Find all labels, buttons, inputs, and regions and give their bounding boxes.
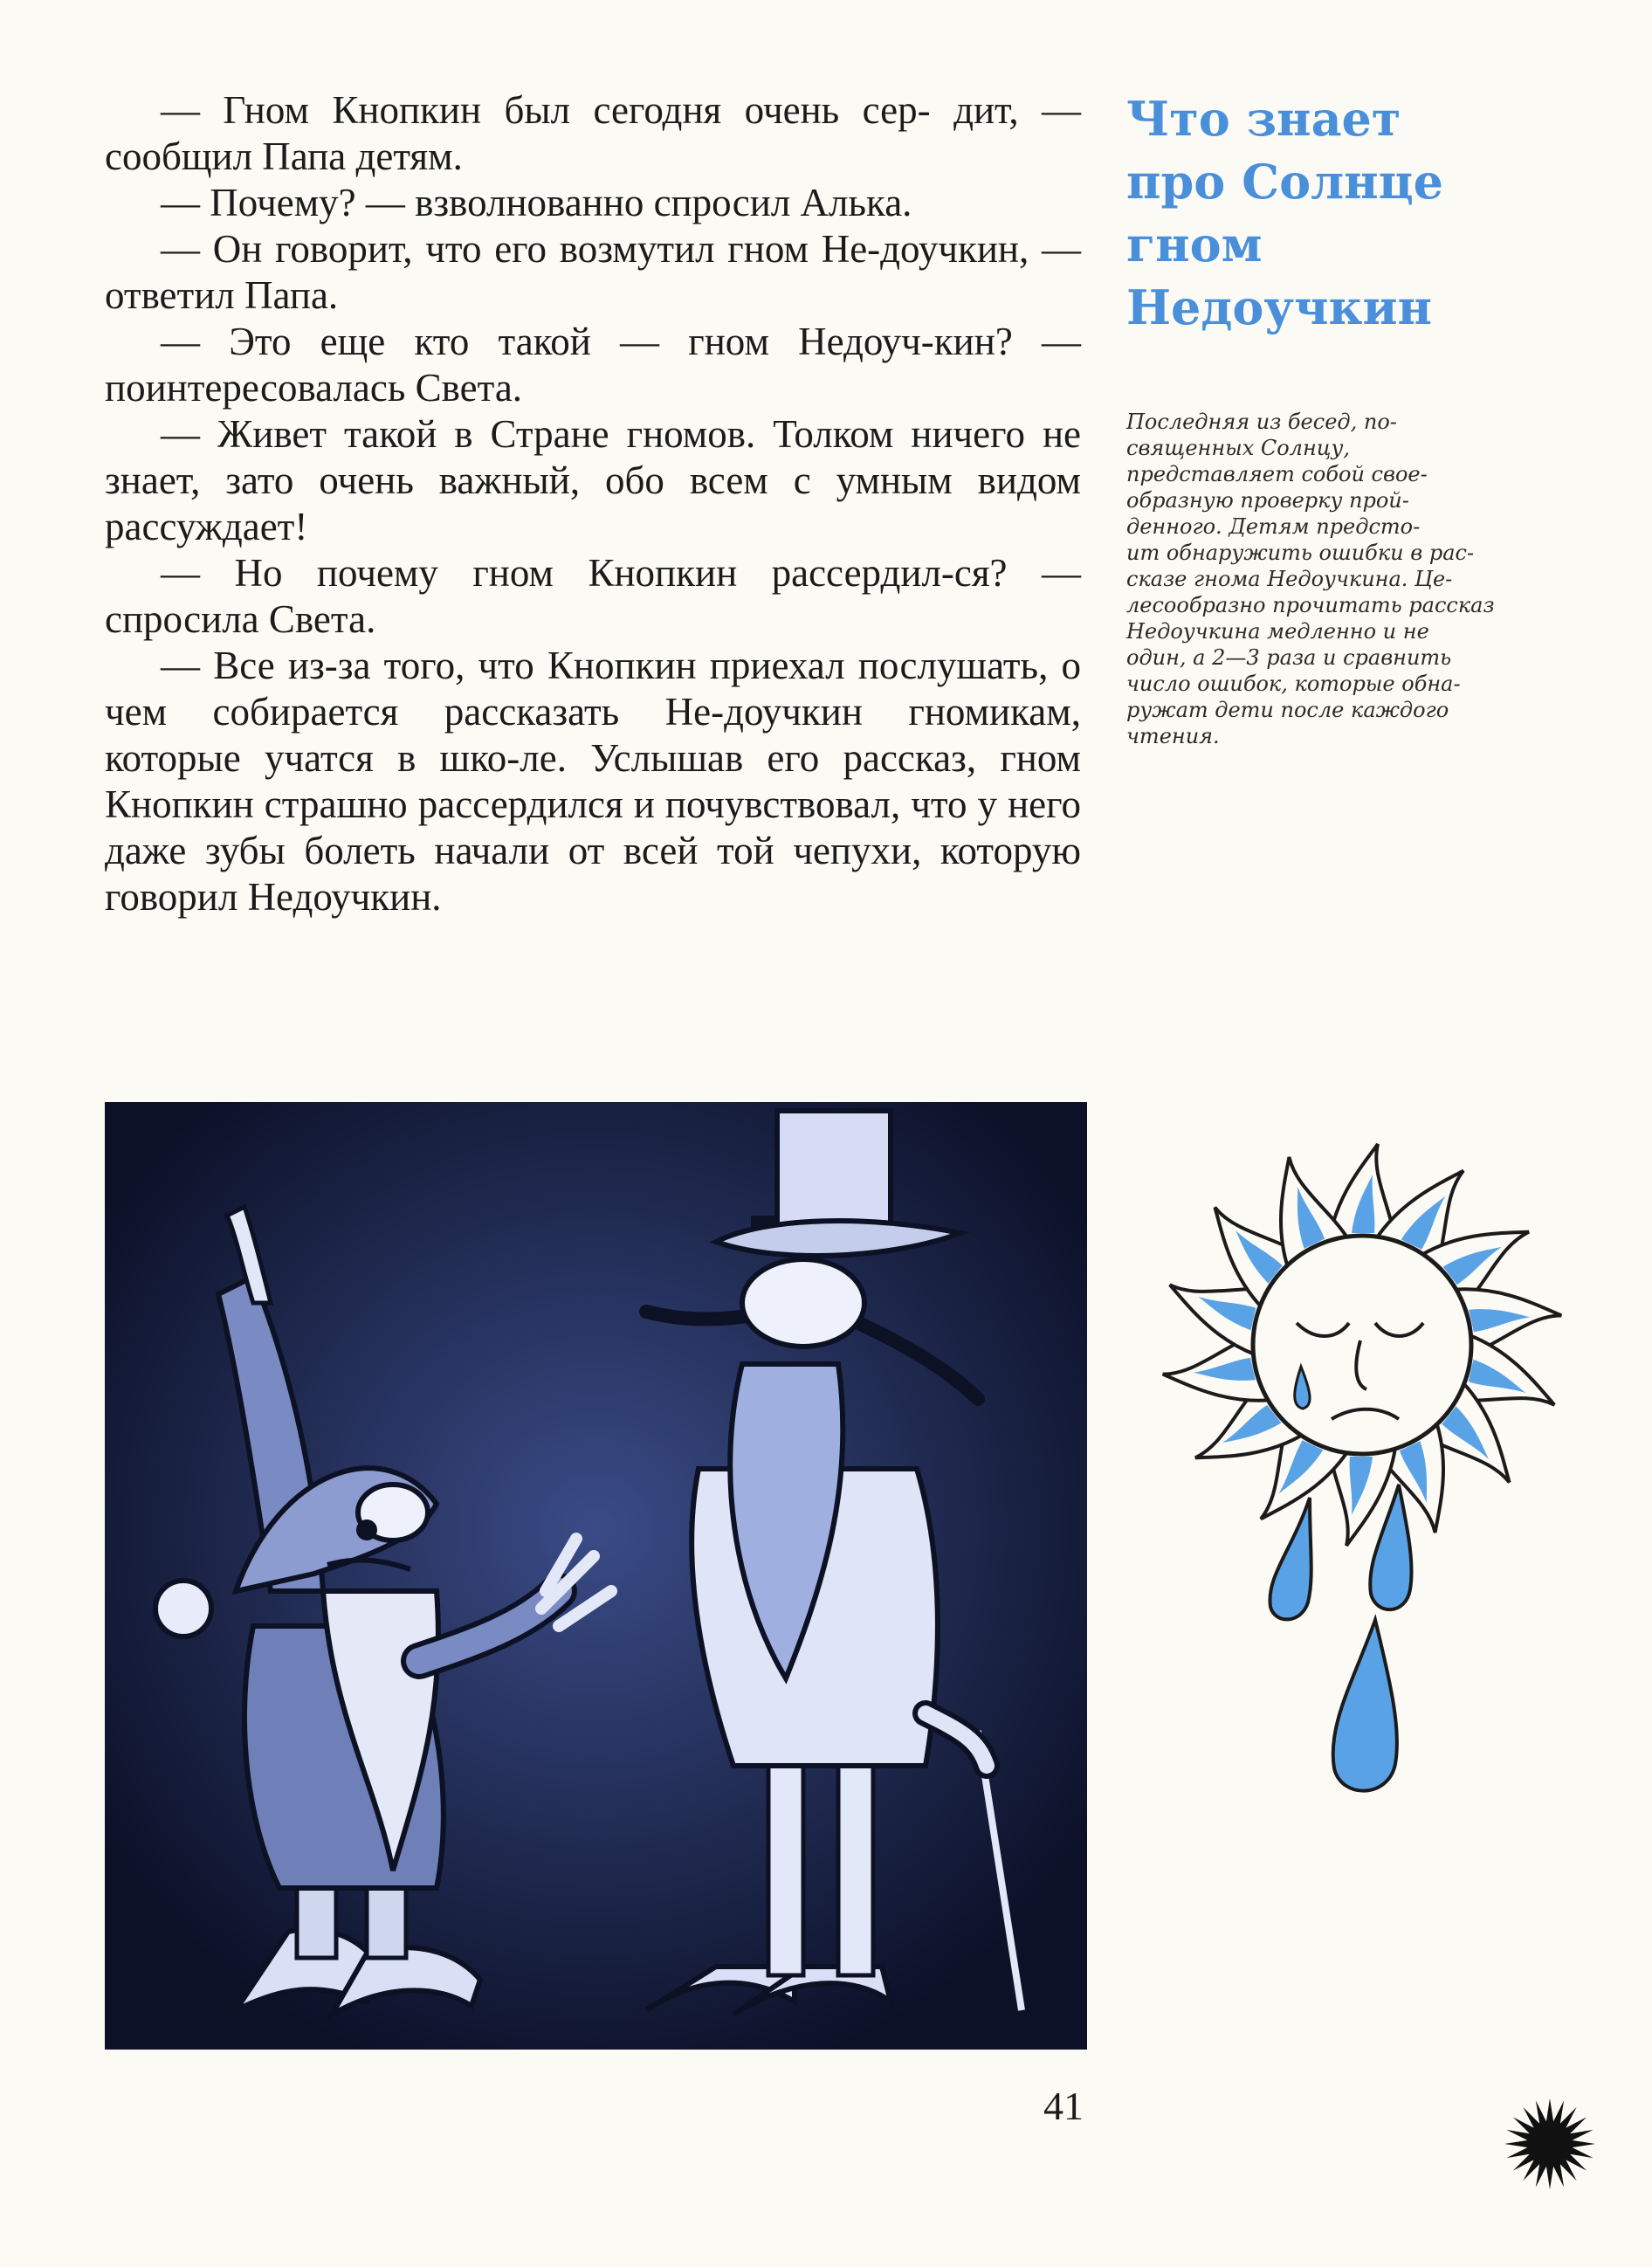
crying-sun [1161,1131,1598,1847]
story-paragraph-1: — Гном Кнопкин был сегодня очень сер- дит, — сообщил Папа детям. [105,88,1082,178]
story-text [105,87,1081,920]
note-line: Последняя из бесед, по- [1126,410,1397,434]
note-line: один, а 2—3 раза и сравнить [1126,645,1452,670]
note-line: образную проверку прой- [1126,488,1409,513]
note-line: ружат дети после каждого [1126,698,1449,722]
story-paragraph-5: — Живет такой в Стране гномов. Толком ничего не знает, зато очень важный, обо всем с умным видом рассуждает! [105,412,1082,548]
gnomes-illustration-svg [105,1102,1087,2050]
heading-line: Недоучкин [1126,279,1433,335]
story-paragraph-6: — Но почему гном Кнопкин рассердил-ся? — спросила Света. [105,551,1081,641]
story-paragraph-4: — Это еще кто такой — гном Недоуч-кин? — поинтересовалась Света. [105,320,1081,410]
star-burst-icon [1502,2096,1598,2192]
star-burst-svg [1502,2096,1598,2192]
star-burst-shape [1504,2098,1595,2189]
page-number: 41 [1043,2084,1084,2128]
crying-sun-icon [1161,1131,1598,1847]
heading-line: про Солнце [1126,154,1443,210]
note-line: денного. Детям предсто- [1126,514,1421,539]
heading-line: гном [1126,217,1263,272]
note-line: чтения. [1126,724,1220,748]
note-line: представляет собой свое- [1126,462,1428,486]
section-heading [1126,87,1615,339]
heading-line: Что знает [1126,91,1401,147]
note-line: Недоучкина медленно и не [1126,619,1429,644]
story-paragraph-7: — Все из-за того, что Кнопкин приехал послушать, о чем собирается рассказать Не-доучкин гномикам, которые учатся в шко-ле. Услышав его рассказ, гном Кнопкин страшно рассердился и почувствовал, что у него даже зубы болеть начали от всей той чепухи, которую говорил Недоучкин. [105,644,1082,919]
note-line: ит обнаружить ошибки в рас- [1126,541,1475,565]
note-line: число ошибок, которые обна- [1126,672,1461,696]
story-paragraph-3: — Он говорит, что его возмутил гном Не-доучкин, — ответил Папа. [105,227,1082,317]
story-paragraph-2: — Почему? — взволнованно спросил Алька. [161,181,912,224]
gnomes-illustration [105,1102,1087,2050]
note-line: сказе гнома Недоучкина. Це- [1126,567,1453,591]
note-line: священных Солнцу, [1126,436,1351,460]
teacher-note [1126,409,1598,749]
note-line: лесообразно прочитать рассказ [1126,593,1495,617]
